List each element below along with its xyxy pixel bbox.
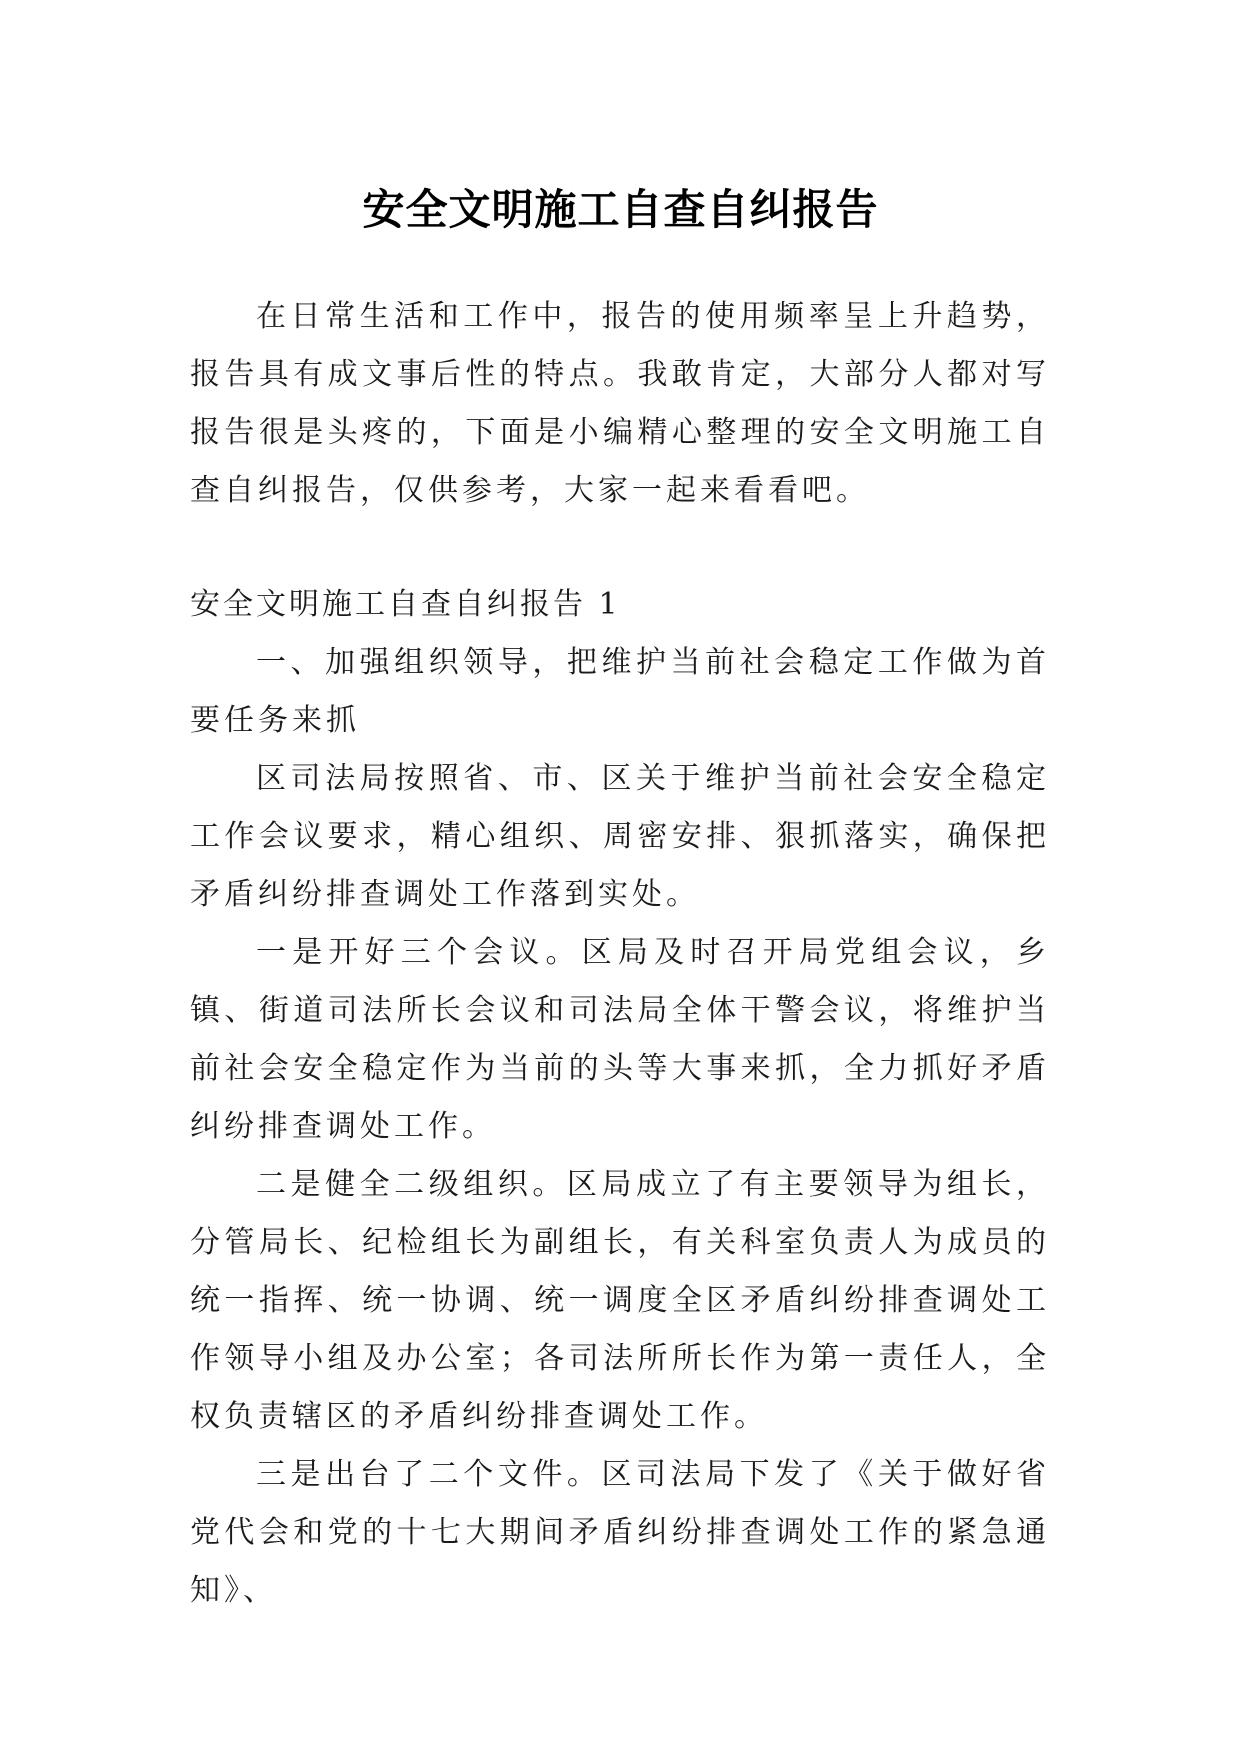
body-paragraph: 区司法局按照省、市、区关于维护当前社会安全稳定工作会议要求，精心组织、周密安排、狠抓落实，确保把矛盾纠纷排查调处工作落到实处。 <box>190 761 1050 912</box>
page-title: 安全文明施工自查自纠报告 <box>362 185 879 235</box>
section-heading: 安全文明施工自查自纠报告 1 <box>190 587 621 622</box>
intro-paragraph: 在日常生活和工作中，报告的使用频率呈上升趋势，报告具有成文事后性的特点。我敢肯定，大部分人都对写报告很是头疼的，下面是小编精心整理的安全文明施工自查自纠报告，仅供参考，大家一起来看看吧。 <box>190 299 1050 508</box>
body-paragraph: 二是健全二级组织。区局成立了有主要领导为组长，分管局长、纪检组长为副组长，有关科室负责人为成员的统一指挥、统一协调、统一调度全区矛盾纠纷排查调处工作领导小组及办公室；各司法所所长作为第一责任人，全权负责辖区的矛盾纠纷排查调处工作。 <box>190 1167 1050 1434</box>
heading-item-1: 一、加强组织领导，把维护当前社会稳定工作做为首要任务来抓 <box>190 645 1050 738</box>
body-paragraph: 一是开好三个会议。区局及时召开局党组会议，乡镇、街道司法所长会议和司法局全体干警会议，将维护当前社会安全稳定作为当前的头等大事来抓，全力抓好矛盾纠纷排查调处工作。 <box>190 935 1050 1144</box>
body-paragraph: 三是出台了二个文件。区司法局下发了《关于做好省党代会和党的十七大期间矛盾纠纷排查调处工作的紧急通知》、 <box>190 1457 1050 1608</box>
document-body <box>190 288 1050 1620</box>
